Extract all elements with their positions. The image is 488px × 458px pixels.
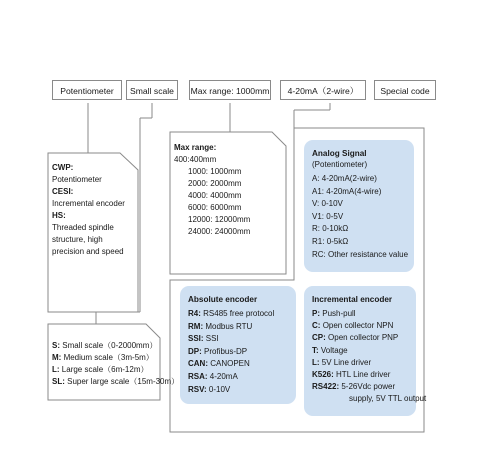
signal-code: R1: <box>312 236 325 246</box>
range-code: 12000: <box>188 215 213 224</box>
scale-code: S: <box>52 341 60 350</box>
analog-signal-box <box>304 140 414 272</box>
range-code: 4000: <box>188 191 209 200</box>
signal-code: K526: <box>312 370 334 380</box>
selector-max-range: Max range: 1000mm <box>189 80 271 100</box>
note-line: Potentiometer <box>52 175 102 184</box>
scale-row <box>52 340 179 352</box>
selector-special-code: Special code <box>374 80 436 100</box>
note-line: structure, high <box>52 235 103 244</box>
range-row <box>174 178 250 190</box>
signal-code: RM: <box>188 321 204 331</box>
selector-output: 4-20mA（2-wire） <box>280 80 366 100</box>
scale-text: Medium scale（3m-5m） <box>63 353 154 362</box>
scale-row <box>52 352 179 364</box>
scale-note <box>52 340 179 388</box>
signal-text: 4-20mA(2-wire) <box>321 174 377 183</box>
signal-code: DP: <box>188 346 202 356</box>
incremental-row <box>312 308 416 320</box>
range-code: 6000: <box>188 203 209 212</box>
range-code: 2000: <box>188 179 209 188</box>
signal-text: 0-5kΩ <box>326 236 349 246</box>
selector-small-scale: Small scale <box>126 80 178 100</box>
absolute-title: Absolute encoder <box>188 295 258 304</box>
signal-text: RS485 free protocol <box>203 309 275 318</box>
signal-text: 4-20mA(4-wire) <box>326 186 382 196</box>
signal-text: CANOPEN <box>210 359 250 369</box>
range-row <box>174 226 250 238</box>
signal-code: RSA: <box>188 371 208 381</box>
signal-code: A1: <box>312 186 325 196</box>
analog-row <box>312 249 414 262</box>
note-line: Threaded spindle <box>52 223 114 232</box>
incremental-encoder-box <box>304 286 427 416</box>
analog-title: Analog Signal <box>312 149 367 158</box>
range-code: 400: <box>174 155 190 164</box>
signal-code: R: <box>312 224 320 234</box>
incremental-row <box>312 320 416 332</box>
scale-text: Super large scale（15m-30m） <box>67 377 180 386</box>
analog-row <box>312 186 414 199</box>
analog-row <box>312 236 414 249</box>
range-value: 4000mm <box>210 191 242 200</box>
range-code: 1000: <box>188 167 209 176</box>
incremental-title: Incremental encoder <box>312 295 393 304</box>
signal-code: SSI: <box>188 334 204 344</box>
scale-code: L: <box>52 365 60 374</box>
range-value: 12000mm <box>214 215 251 224</box>
signal-code: P: <box>312 309 320 318</box>
signal-code: V1: <box>312 211 325 221</box>
absolute-row <box>188 371 296 384</box>
absolute-encoder-box <box>180 286 296 404</box>
signal-text: 0-10V <box>208 384 231 394</box>
incremental-row <box>312 369 416 381</box>
signal-code: RS422: <box>312 382 340 392</box>
signal-code: RSV: <box>188 384 207 394</box>
analog-row <box>312 173 414 186</box>
signal-text: Open collector NPN <box>322 321 394 331</box>
signal-text: 0-10kΩ <box>322 224 349 234</box>
incremental-row <box>312 357 416 369</box>
note-line: precision and speed <box>52 247 124 256</box>
range-value: 6000mm <box>210 203 242 212</box>
signal-text: Modbus RTU <box>205 321 253 331</box>
note-line: Incremental encoder <box>52 199 125 208</box>
signal-code: CP: <box>312 333 326 343</box>
analog-row <box>312 211 414 224</box>
analog-row <box>312 223 414 236</box>
signal-text: supply, 5V TTL output <box>349 394 427 404</box>
range-code: 24000: <box>188 227 213 236</box>
signal-text: SSI <box>205 334 219 344</box>
range-value: 1000mm <box>210 167 242 176</box>
signal-code: CAN: <box>188 359 208 369</box>
range-value: 400mm <box>189 155 217 164</box>
scale-code: M: <box>52 353 62 362</box>
signal-code: L: <box>312 357 320 367</box>
signal-text: Voltage <box>320 345 348 355</box>
note-line: CESI: <box>52 187 74 196</box>
incremental-row <box>312 393 427 405</box>
range-row <box>174 202 250 214</box>
selector-potentiometer: Potentiometer <box>52 80 122 100</box>
signal-text: HTL Line driver <box>336 370 391 380</box>
signal-code: C: <box>312 321 321 331</box>
absolute-row <box>188 321 296 334</box>
absolute-row <box>188 346 296 359</box>
signal-text: 5-26Vdc power <box>341 382 396 392</box>
signal-text: Other resistance value <box>328 249 409 259</box>
signal-text: 5V Line driver <box>321 357 372 367</box>
signal-text: 0-5V <box>326 211 344 221</box>
analog-row <box>312 198 414 211</box>
range-row <box>174 166 250 178</box>
signal-code: A: <box>312 174 320 183</box>
signal-code: R4: <box>188 309 201 318</box>
range-value: 24000mm <box>214 227 251 236</box>
signal-text: 4-20mA <box>209 371 238 381</box>
range-value: 2000mm <box>210 179 242 188</box>
scale-row <box>52 376 179 388</box>
signal-code: T: <box>312 345 319 355</box>
incremental-row <box>312 381 416 393</box>
range-row <box>174 190 250 202</box>
signal-text: Push-pull <box>322 309 356 318</box>
signal-text: 0-10V <box>321 199 343 209</box>
incremental-row <box>312 345 416 357</box>
signal-code: RC: <box>312 249 326 259</box>
scale-text: Small scale（0-2000mm） <box>62 341 158 350</box>
range-row <box>174 214 250 226</box>
cwp-note <box>52 162 125 258</box>
scale-text: Large scale（6m-12m） <box>61 365 149 374</box>
scale-code: SL: <box>52 377 65 386</box>
absolute-row <box>188 333 296 346</box>
absolute-row <box>188 384 296 397</box>
signal-text: Profibus-DP <box>204 346 248 356</box>
signal-text: Open collector PNP <box>328 333 399 343</box>
note-title: Max range: <box>174 143 217 152</box>
note-line: CWP: <box>52 163 74 172</box>
analog-subtitle: (Potentiometer) <box>312 160 368 169</box>
absolute-row <box>188 308 296 321</box>
signal-code: V: <box>312 199 320 209</box>
absolute-row <box>188 358 296 371</box>
max-range-note <box>174 142 250 238</box>
note-line: HS: <box>52 211 66 220</box>
range-row <box>174 154 250 166</box>
scale-row <box>52 364 179 376</box>
incremental-row <box>312 332 416 344</box>
